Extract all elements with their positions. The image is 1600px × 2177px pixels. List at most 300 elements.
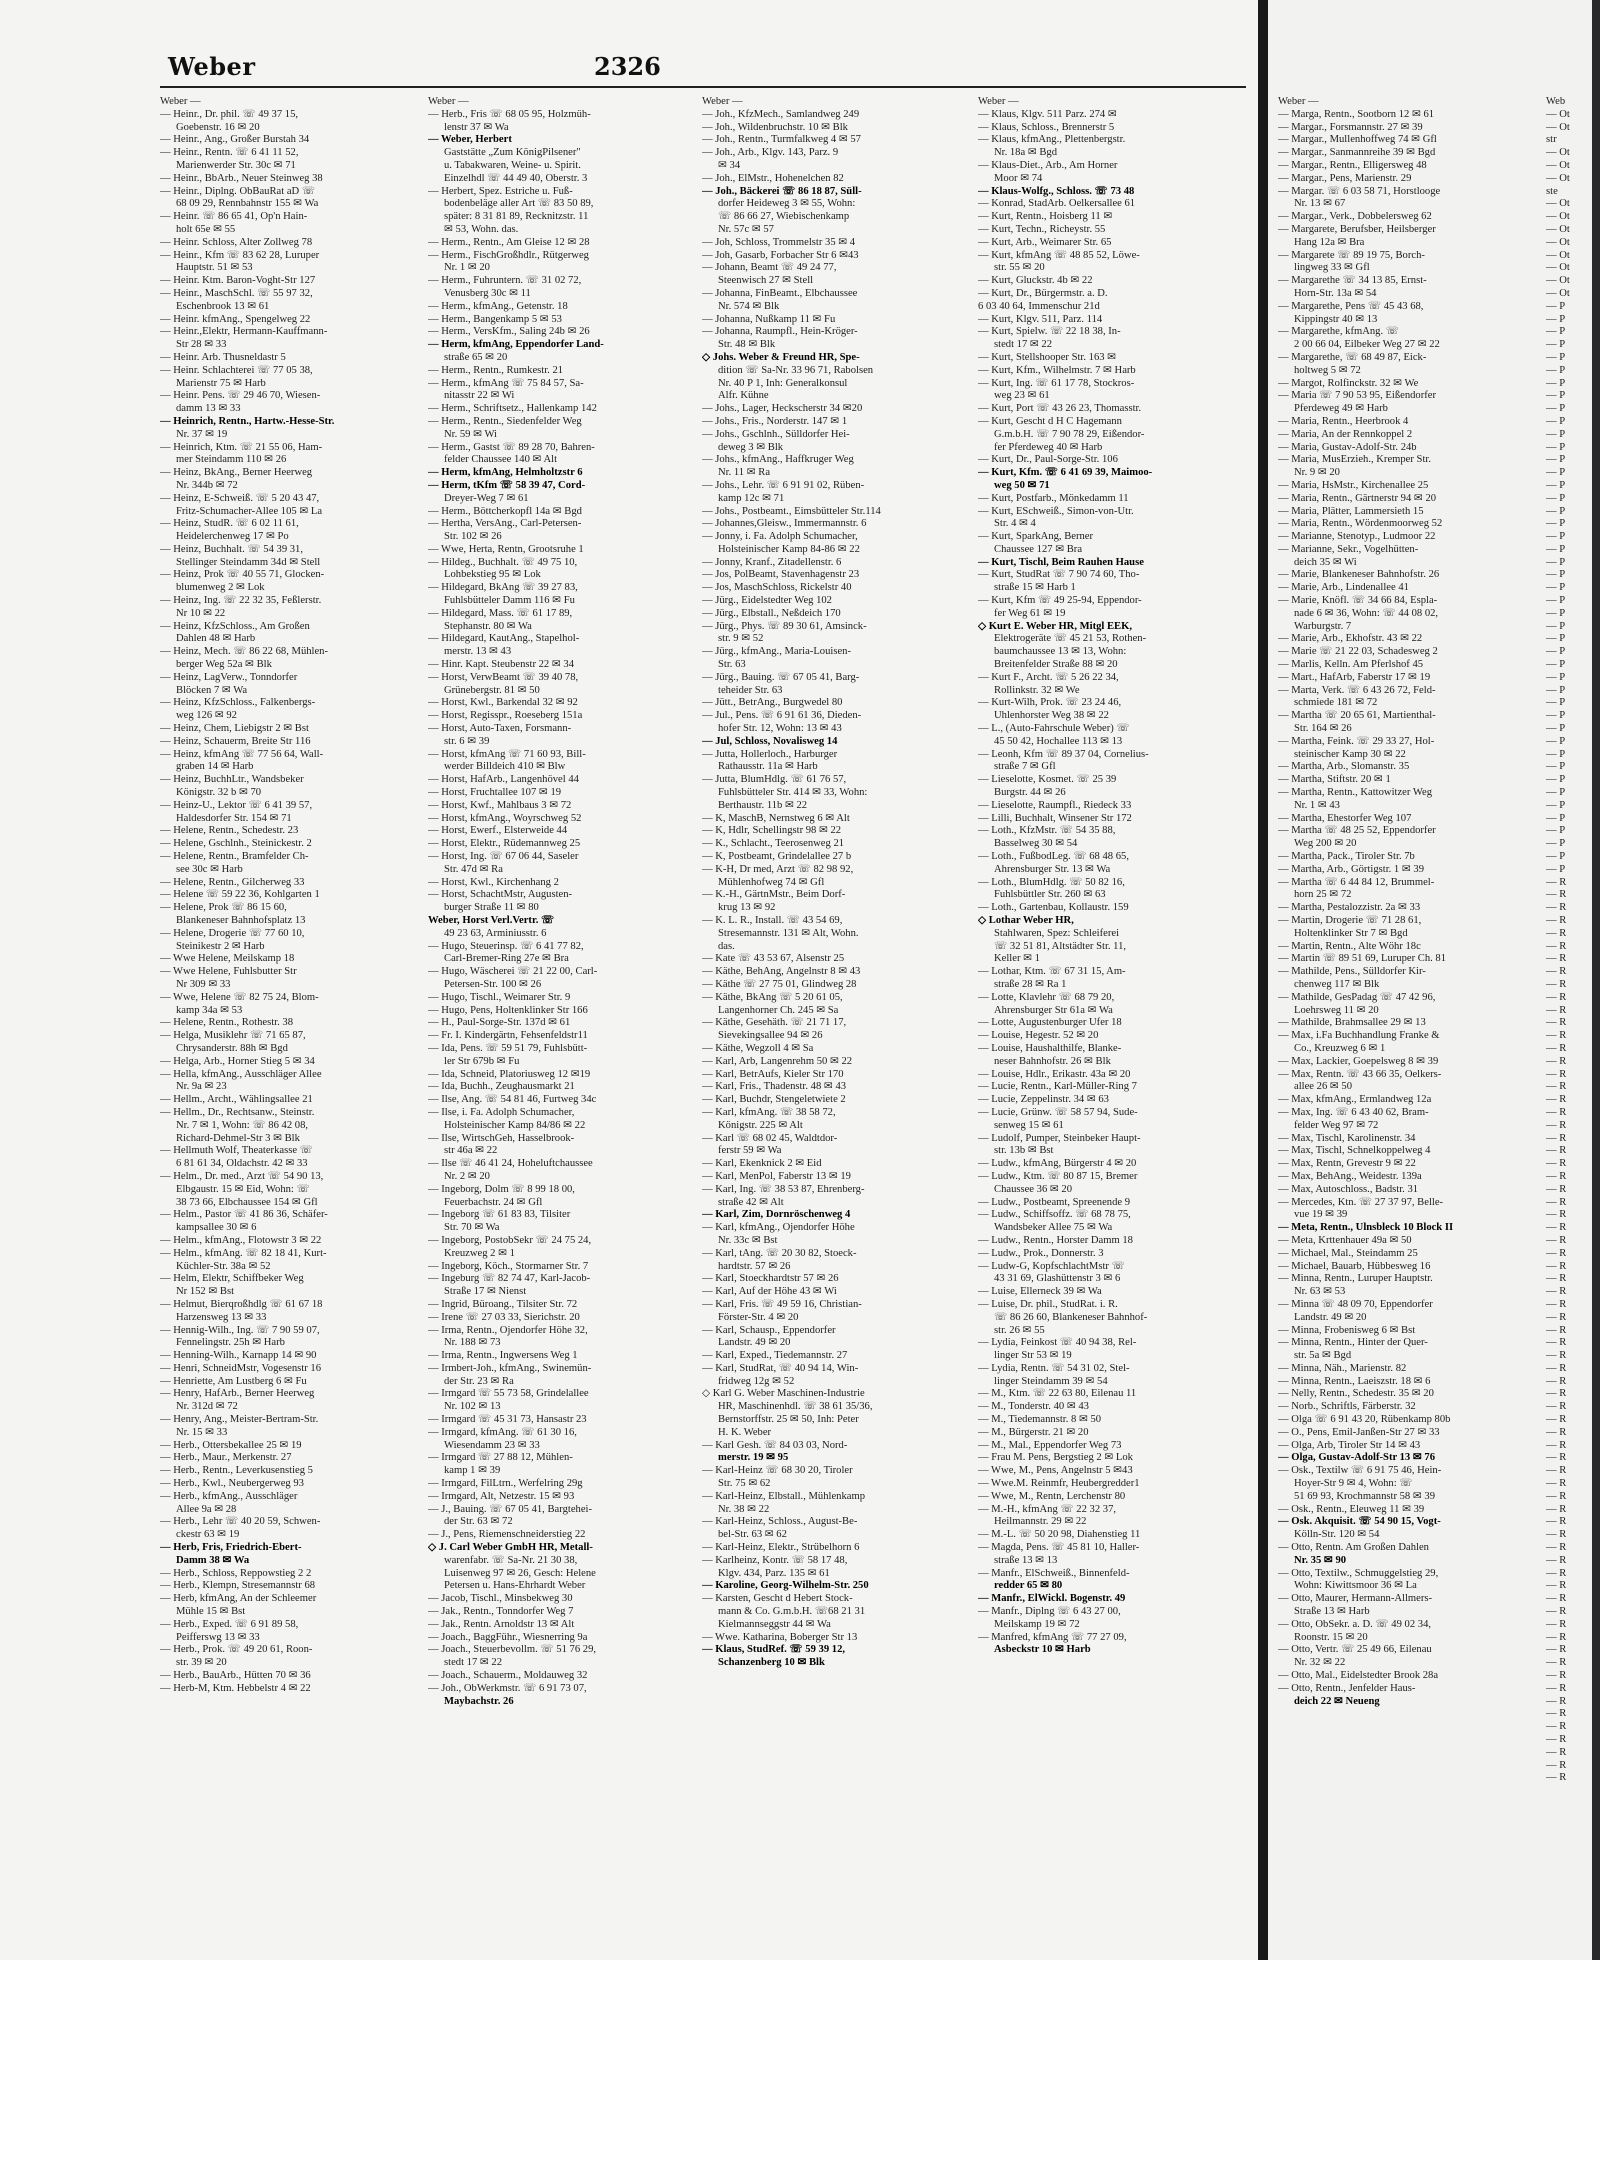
directory-entry-line: — Lucie, Grünw. ☏ 58 57 94, Sude- [978,1106,1138,1118]
directory-entry-line: — Marlis, Kelln. Am Pferlshof 45 [1278,659,1424,671]
directory-entry-line: straße 28 ✉ Ra 1 [994,978,1067,990]
directory-entry-line: Breitenfelder Straße 88 ✉ 20 [994,659,1118,671]
directory-entry-line: — Mathilde, GesPadag ☏ 47 42 96, [1278,991,1436,1003]
directory-entry-line: — Martha, Pack., Tiroler Str. 7b [1278,851,1415,863]
directory-entry-line: nitasstr 22 ✉ Wi [444,390,515,402]
directory-entry-line: — Lydia, Rentn. ☏ 54 31 02, Stel- [978,1362,1130,1374]
directory-entry-line: — Hildegard, BkAng ☏ 39 27 83, [428,582,578,594]
directory-entry-line: — Osk., Rentn., Eleuweg 11 ✉ 39 [1278,1503,1425,1515]
directory-entry-line: — Henry, HafArb., Berner Heerweg [160,1388,315,1400]
directory-entry-line: — Käthe, Gesehäth. ☏ 21 71 17, [702,1017,847,1029]
directory-entry-line: felder Weg 97 ✉ 72 [1294,1119,1379,1131]
directory-entry-line: Rathausstr. 11a ✉ Harb [718,761,818,773]
directory-entry-line: Dreyer-Weg 7 ✉ 61 [444,492,529,504]
directory-entry-line: — Karl, Zim, Dornröschenweg 4 [702,1209,851,1221]
directory-entry-line: Web [1546,96,1566,107]
directory-entry-line: — R [1546,1324,1567,1336]
directory-entry-line: — Herb., Ottersbekallee 25 ✉ 19 [160,1439,302,1451]
directory-entry-line: — Herb., Maur., Merkenstr. 27 [160,1452,292,1464]
directory-entry-line: — P [1546,531,1566,543]
directory-entry-line: — R [1546,1094,1567,1106]
directory-entry-line: — Mathilde, Pens., Sülldorfer Kir- [1278,966,1426,978]
directory-entry-line: — Henri, SchneidMstr, Vogesenstr 16 [160,1362,322,1374]
directory-entry-line: — Herm., Rentn., Rumkestr. 21 [428,364,564,376]
directory-entry-line: deweg 3 ✉ Blk [718,441,784,453]
directory-entry-line: — P [1546,467,1566,479]
directory-entry-line: weg 126 ✉ 92 [176,710,237,722]
directory-entry-line: — Otto, Rentn., Jenfelder Haus- [1278,1682,1416,1694]
directory-entry-line: 6 03 40 64, Immenschur 21d [978,300,1100,312]
directory-entry-line: — Klaus, kfmAng., Plettenbergstr. [978,134,1126,146]
directory-column-4 [978,96,1246,1657]
directory-entry-line: — H., Paul-Sorge-Str. 137d ✉ 61 [428,1017,571,1029]
directory-entry-line: — Martha, Rentn., Kattowitzer Weg [1278,787,1432,799]
directory-entry-line: — Helm., Pastor ☏ 41 86 36, Schäfer- [160,1209,328,1221]
directory-column-5 [1278,96,1542,1708]
directory-entry-line: ler Str 679b ✉ Fu [444,1055,520,1067]
directory-entry-line: der Str. 63 ✉ 72 [444,1516,513,1528]
directory-entry-line: steinischer Kamp 30 ✉ 22 [1294,748,1406,760]
directory-entry-line: — Horst, Fruchtallee 107 ✉ 19 [428,787,562,799]
directory-entry-line: — Herb., Lehr ☏ 40 20 59, Schwen- [160,1516,321,1528]
directory-entry-line: bel-Str. 63 ✉ 62 [718,1529,787,1541]
directory-entry-line: Fuhlsbütteler Damm 116 ✉ Fu [444,595,575,607]
directory-entry-line: — P [1546,582,1566,594]
directory-entry-line: — Heinr., BbArb., Neuer Steinweg 38 [160,172,323,184]
directory-entry-line: str. 13b ✉ Bst [994,1145,1054,1157]
directory-entry-line: — Herb., Klempn, Stresemannstr 68 [160,1580,316,1592]
directory-entry-line: — P [1546,492,1566,504]
directory-entry-line: — Ot [1546,262,1570,274]
directory-entry-line: — Helm., kfmAng., Flotowstr 3 ✉ 22 [160,1234,322,1246]
directory-entry-line: — R [1546,953,1567,965]
directory-entry-line: — Margot, Rolfinckstr. 32 ✉ We [1278,377,1419,389]
directory-entry-line: — Karl, BetrAufs, Kieler Str 170 [702,1068,844,1080]
directory-entry-line: weg 50 ✉ 71 [994,479,1050,491]
directory-entry-line: — Martha, Feink. ☏ 29 33 27, Hol- [1278,735,1435,747]
directory-entry-line: Chrysanderstr. 88h ✉ Bgd [176,1042,288,1054]
directory-entry-line: — Minna, Frobenisweg 6 ✉ Bst [1278,1324,1416,1336]
directory-entry-line: Nr 152 ✉ Bst [176,1286,235,1298]
directory-entry-line: — Johanna, FinBeamt., Elbchaussee [702,287,858,299]
directory-entry-line: — Heinr., MaschSchl. ☏ 55 97 32, [160,287,313,299]
directory-entry-line: Uhlenhorster Weg 38 ✉ 22 [994,710,1109,722]
directory-entry-line: — P [1546,659,1566,671]
directory-entry-line: — Hugo, Pens, Holtenklinker Str 166 [428,1004,588,1016]
directory-entry-line: 51 69 93, Krochmannstr 58 ✉ 39 [1294,1490,1435,1502]
directory-entry-line: — P [1546,825,1566,837]
directory-entry-line: Heilmannstr. 29 ✉ 22 [994,1516,1087,1528]
directory-entry-line: — Meta, Rentn., Ulnsbleck 10 Block II [1278,1222,1454,1234]
directory-entry-line: — Ida, Pens. ☏ 59 51 79, Fuhlsbütt- [428,1042,588,1054]
directory-entry-line: str. 6 ✉ 39 [444,735,490,747]
directory-entry-line: Nr. 9a ✉ 23 [176,1081,227,1093]
directory-entry-line: — Heinr. ☏ 86 65 41, Op'n Hain- [160,211,308,223]
directory-entry-line: — Ida, Schneid, Platoriusweg 12 ✉19 [428,1068,591,1080]
directory-entry-line: Harzensweg 13 ✉ 33 [176,1311,267,1323]
directory-entry-line: Straße 17 ✉ Nienst [444,1286,527,1298]
directory-entry-line: — K.-H., GärtnMstr., Beim Dorf- [702,889,846,901]
directory-entry-line: — Ingeborg, Köch., Stormarner Str. 7 [428,1260,589,1272]
directory-entry-line: — Marie, Arb., Lindenallee 41 [1278,582,1409,594]
directory-entry-line: — Minna, Rentn., Luruper Hauptstr. [1278,1273,1433,1285]
directory-entry-line: — R [1546,1618,1567,1630]
directory-entry-line: mer Steindamm 110 ✉ 26 [176,454,287,466]
directory-entry-line: Nr. 40 P 1, Inh: Generalkonsul [718,377,848,389]
directory-entry-line: — R [1546,1503,1567,1515]
directory-entry-line: — Heinz, kfmAng ☏ 77 56 64, Wall- [160,748,324,760]
directory-entry-line: — Marie, Blankeneser Bahnhofstr. 26 [1278,569,1440,581]
directory-entry-line: — Herm, kfmAng, Eppendorfer Land- [428,339,604,351]
directory-entry-line: — Heinr. Pens. ☏ 29 46 70, Wiesen- [160,390,321,402]
directory-entry-line: — Lieselotte, Kosmet. ☏ 25 39 [978,774,1117,786]
directory-entry-line: Nr. 18a ✉ Bgd [994,147,1058,159]
directory-entry-line: stedt 17 ✉ 22 [444,1657,503,1669]
directory-entry-line: 49 23 63, Arminiusstr. 6 [444,927,547,939]
directory-entry-line: Einzelhdl ☏ 44 49 40, Oberstr. 3 [444,172,588,184]
directory-entry-line: — Heinr. Schloss, Alter Zollweg 78 [160,236,313,248]
directory-entry-line: kamp 12c ✉ 71 [718,492,785,504]
directory-entry-line: blumenweg 2 ✉ Lok [176,582,265,594]
directory-entry-line: — R [1546,1554,1567,1566]
directory-entry-line: ◇ Kurt E. Weber HR, Mitgl EEK, [978,620,1133,632]
directory-entry-line: — Hugo, Steuerinsp. ☏ 6 41 77 82, [428,940,584,952]
directory-entry-line: Nr. 9 ✉ 20 [1294,467,1340,479]
directory-entry-line: — Irmgard, FilLtrn., Werfelring 29g [428,1478,583,1490]
directory-entry-line: Str. 47d ✉ Ra [444,863,503,875]
directory-entry-line: — Joach., Steuerbevollm. ☏ 51 76 29, [428,1644,597,1656]
directory-entry-line: — R [1546,991,1567,1003]
directory-entry-line: — R [1546,1286,1567,1298]
directory-entry-line: ◇ J. Carl Weber GmbH HR, Metall- [428,1542,593,1554]
directory-entry-line: — R [1546,1337,1567,1349]
directory-entry-line: — Irmbert-Joh., kfmAng., Swinemün- [428,1362,592,1374]
directory-entry-line: — Kurt, Rentn., Hoisberg 11 ✉ [978,211,1113,223]
directory-entry-line: — R [1546,1529,1567,1541]
directory-entry-line: — Herm., VersKfm., Saling 24b ✉ 26 [428,326,590,338]
directory-entry-line: Str. 75 ✉ 62 [718,1478,771,1490]
directory-entry-line: berger Weg 52a ✉ Blk [176,659,272,671]
directory-entry-line: — P [1546,479,1566,491]
directory-entry-line: Blöcken 7 ✉ Wa [176,684,248,696]
directory-entry-line: — Ilse, i. Fa. Adolph Schumacher, [428,1106,575,1118]
directory-entry-line: Nr. 1 ✉ 43 [1294,799,1340,811]
directory-entry-line: Berthaustr. 11b ✉ 22 [718,799,808,811]
directory-entry-line: — Heinrich, Ktm. ☏ 21 55 06, Ham- [160,441,323,453]
directory-entry-line: — P [1546,377,1566,389]
directory-entry-line: — Karl, MenPol, Faberstr 13 ✉ 19 [702,1170,851,1182]
directory-entry-line: — Heinr., Diplng. ObBauRat aD ☏ [160,185,316,197]
directory-entry-line: — Johs., Fris., Norderstr. 147 ✉ 1 [702,415,848,427]
directory-entry-line: — Horst, Elektr., Rüdemannweg 25 [428,838,581,850]
directory-entry-line: Fuhlsbüttler Str. 260 ✉ 63 [994,889,1106,901]
directory-entry-line: — P [1546,735,1566,747]
directory-entry-line: — Irmgard ☏ 55 73 58, Grindelallee [428,1388,589,1400]
directory-entry-line: ✉ 53, Wohn. das. [444,223,519,235]
directory-entry-line: — M., Tonderstr. 40 ✉ 43 [978,1401,1089,1413]
directory-entry-line: — Luise, Dr. phil., StudRat. i. R. [978,1298,1118,1310]
directory-entry-line: Hang 12a ✉ Bra [1294,236,1365,248]
directory-entry-line: kampsallee 30 ✉ 6 [176,1222,257,1234]
directory-entry-line: — R [1546,1631,1567,1643]
directory-entry-line: Elektrogeräte ☏ 45 21 53, Rothen- [994,633,1147,645]
directory-entry-line: Basselweg 30 ✉ 54 [994,838,1078,850]
directory-entry-line: — R [1546,1068,1567,1080]
directory-entry-line: kamp 1 ✉ 39 [444,1465,501,1477]
directory-entry-line: — P [1546,505,1566,517]
directory-entry-line: — Ot [1546,172,1570,184]
directory-entry-line: — Marta, Verk. ☏ 6 43 26 72, Feld- [1278,684,1436,696]
directory-entry-line: — Hildeg., Buchhalt. ☏ 49 75 10, [428,556,578,568]
directory-entry-line: — Michael, Bauarb, Hübbesweg 16 [1278,1260,1431,1272]
directory-entry-line: baumchaussee 13 ✉ 13, Wohn: [994,646,1127,658]
directory-entry-line: — P [1546,812,1566,824]
page-edge [1592,0,1600,1960]
directory-entry-line: — Karl, tAng. ☏ 20 30 82, Stoeck- [702,1247,857,1259]
directory-entry-line: — Henriette, Am Lustberg 6 ✉ Fu [160,1375,307,1387]
directory-entry-line: Kölln-Str. 120 ✉ 54 [1294,1529,1380,1541]
directory-entry-line: Str. 164 ✉ 26 [1294,723,1352,735]
directory-entry-line: — Heinz, StudR. ☏ 6 02 11 61, [160,518,299,530]
directory-entry-line: — Jutta, Hollerloch., Harburger [702,748,838,760]
directory-entry-line: Hoyer-Str 9 ✉ 4, Wohn: ☏ [1294,1478,1413,1490]
directory-entry-line: — Otto, ObSekr. a. D. ☏ 49 02 34, [1278,1618,1432,1630]
directory-entry-line: — P [1546,595,1566,607]
directory-entry-line: Landstr. 49 ✉ 20 [1294,1311,1367,1323]
directory-entry-line: Nr. 35 ✉ 90 [1294,1554,1347,1566]
directory-entry-line: — Hellm., Archt., Wählingsallee 21 [160,1094,313,1106]
directory-entry-line: — Johannes,Gleisw., Immermannstr. 6 [702,518,867,530]
directory-entry-line: str. 5a ✉ Bgd [1294,1350,1352,1362]
directory-entry-line: Nr. 33c ✉ Bst [718,1234,778,1246]
directory-entry-line: — Heinz, KfzSchloss., Falkenbergs- [160,697,316,709]
directory-entry-line: vue 19 ✉ 39 [1294,1209,1348,1221]
directory-entry-line: — Herb., BauArb., Hütten 70 ✉ 36 [160,1670,311,1682]
directory-entry-line: Förster-Str. 4 ✉ 20 [718,1311,799,1323]
directory-entry-line: — Jak., Rentn. Arnoldstr 13 ✉ Alt [428,1618,575,1630]
directory-entry-line: — Jürg., Eidelstedter Weg 102 [702,595,832,607]
directory-entry-line: — Helga, Arb., Horner Stieg 5 ✉ 34 [160,1055,315,1067]
directory-entry-line: Stellinger Steindamm 34d ✉ Stell [176,556,321,568]
directory-entry-line: — R [1546,1452,1567,1464]
directory-entry-line: Keller ✉ 1 [994,953,1040,965]
directory-entry-line: Mühlenhofweg 74 ✉ Gfl [718,876,825,888]
directory-entry-line: — Karl, Stoeckhardtstr 57 ✉ 26 [702,1273,839,1285]
directory-entry-line: — J., Pens, Riemenschneiderstieg 22 [428,1529,586,1541]
directory-entry-line: — Heinr. kfmAng., Spengelweg 22 [160,313,311,325]
directory-entry-line: — Martha ☏ 20 65 61, Martienthal- [1278,710,1436,722]
directory-entry-line: — Jacob, Tischl., Minsbekweg 30 [428,1593,573,1605]
directory-entry-line: — Kurt, Gluckstr. 4b ✉ 22 [978,275,1093,287]
directory-entry-line: werder Billdeich 410 ✉ Blw [444,761,566,773]
directory-entry-line: — Kurt, Port ☏ 43 26 23, Thomasstr. [978,403,1142,415]
directory-entry-line: — M., Mal., Eppendorfer Weg 73 [978,1439,1122,1451]
directory-entry-line: — Max, i.Fa Buchhandlung Franke & [1278,1030,1440,1042]
directory-entry-line: — Helene, Drogerie ☏ 77 60 10, [160,927,305,939]
directory-entry-line: — Johs., Lager, Heckscherstr 34 ✉20 [702,403,863,415]
directory-entry-line: Nr. 15 ✉ 33 [176,1426,228,1438]
directory-entry-line: hardtstr. 57 ✉ 26 [718,1260,791,1272]
directory-entry-line: Klgv. 434, Parz. 135 ✉ 61 [718,1567,830,1579]
directory-entry-line: Haldesdorfer Str. 154 ✉ 71 [176,812,292,824]
directory-entry-line: Kippingstr 40 ✉ 13 [1294,313,1378,325]
directory-entry-line: Nr. 11 ✉ Ra [718,467,771,479]
directory-entry-line: lingweg 33 ✉ Gfl [1294,262,1370,274]
directory-entry-line: Dahlen 48 ✉ Harb [176,633,256,645]
directory-entry-line: — Osk. Akquisit. ☏ 54 90 15, Vogt- [1278,1516,1441,1528]
directory-entry-line: — Ot [1546,108,1570,120]
directory-entry-line: Königstr. 225 ✉ Alt [718,1119,803,1131]
directory-entry-line: 2 00 66 04, Eilbeker Weg 27 ✉ 22 [1294,339,1440,351]
directory-entry-line: — P [1546,838,1566,850]
directory-entry-line: — Heinr. Schlachterei ☏ 77 05 38, [160,364,313,376]
directory-entry-line: — P [1546,415,1566,427]
directory-entry-line: — Hella, kfmAng., Ausschläger Allee [160,1068,322,1080]
directory-entry-line: — Helm, Elektr, Schiffbeker Weg [160,1273,304,1285]
directory-entry-line: — Weber, Herbert [428,134,512,146]
directory-entry-line: — R [1546,927,1567,939]
directory-entry-line: — P [1546,774,1566,786]
directory-entry-line: — Ot [1546,198,1570,210]
directory-entry-line: — Johs., Postbeamt., Eimsbütteler Str.114 [702,505,881,517]
directory-entry-line: — Hertha, VersAng., Carl-Petersen- [428,518,582,530]
directory-entry-line: Ahrensburger Str 61a ✉ Wa [994,1004,1113,1016]
directory-entry-line: Nr. 312d ✉ 72 [176,1401,238,1413]
directory-entry-line: — P [1546,441,1566,453]
directory-entry-line: — Irene ☏ 27 03 33, Sierichstr. 20 [428,1311,580,1323]
directory-entry-line: — P [1546,556,1566,568]
directory-entry-line: — Kurt, Kfm ☏ 49 25-94, Eppendor- [978,595,1142,607]
directory-entry-line: fridweg 12g ✉ 52 [718,1375,795,1387]
directory-entry-line: — P [1546,633,1566,645]
directory-entry-line: — Karl ☏ 68 02 45, Waldtdor- [702,1132,838,1144]
directory-entry-line: — Minna, Näh., Marienstr. 82 [1278,1362,1407,1374]
directory-entry-line: — Herb., Fris ☏ 68 05 95, Holzmüh- [428,108,591,120]
directory-entry-line: — Ingeburg ☏ 82 74 47, Karl-Jacob- [428,1273,591,1285]
directory-entry-line: — R [1546,1490,1567,1502]
directory-entry-line: — Jürg., Bauing. ☏ 67 05 41, Barg- [702,671,860,683]
directory-entry-line: — Ot [1546,275,1570,287]
directory-entry-line: — P [1546,403,1566,415]
directory-entry-line: — Minna ☏ 48 09 70, Eppendorfer [1278,1298,1433,1310]
directory-entry-line: — R [1546,1106,1567,1118]
directory-entry-line: — Heinr.,Elektr, Hermann-Kauffmann- [160,326,328,338]
directory-entry-line: — Maria ☏ 7 90 53 95, Eißendorfer [1278,390,1436,402]
directory-entry-line: straße 7 ✉ Gfl [994,761,1056,773]
directory-entry-line: — Hildegard, KautAng., Stapelhol- [428,633,580,645]
directory-entry-line: — R [1546,1426,1567,1438]
directory-entry-line: — Karl, Exped., Tiedemannstr. 27 [702,1350,848,1362]
directory-entry-line: Landstr. 49 ✉ 20 [718,1337,791,1349]
directory-entry-line: — Joh., Wildenbruchstr. 10 ✉ Blk [702,121,848,133]
directory-entry-line: — Ingrid, Büroang., Tilsiter Str. 72 [428,1298,578,1310]
directory-entry-line: chenweg 117 ✉ Blk [1294,978,1380,990]
directory-entry-line: — Maria, Rentn., Wördenmoorweg 52 [1278,518,1443,530]
directory-entry-line: krug 13 ✉ 92 [718,902,776,914]
directory-entry-line: — Heinr. Ktm. Baron-Voght-Str 127 [160,275,316,287]
directory-entry-line: — Norb., Schriftls, Färberstr. 32 [1278,1401,1416,1413]
directory-entry-line: — Karl, kfmAng., Ojendorfer Höhe [702,1222,855,1234]
directory-entry-line: — Horst, Ing. ☏ 67 06 44, Saseler [428,851,579,863]
directory-entry-line: holt 65e ✉ 55 [176,223,236,235]
directory-entry-line: — Leonh, Kfm ☏ 89 37 04, Cornelius- [978,748,1149,760]
directory-entry-line: Loehrsweg 11 ✉ 20 [1294,1004,1379,1016]
directory-entry-line: Weber — [428,96,469,107]
directory-entry-line: — Kurt-Wilh, Prok. ☏ 23 24 46, [978,697,1122,709]
directory-entry-line: Nr 10 ✉ 22 [176,607,226,619]
directory-entry-line: Ahrensburger Str. 13 ✉ Wa [994,863,1111,875]
directory-entry-line: — J., Bauing. ☏ 67 05 41, Bargtehei- [428,1503,592,1515]
directory-entry-line: fer Pferdeweg 40 ✉ Harb [994,441,1103,453]
directory-entry-line: — R [1546,1682,1567,1694]
directory-entry-line: — Olga ☏ 6 91 43 20, Rübenkamp 80b [1278,1414,1451,1426]
directory-entry-line: G.m.b.H. ☏ 7 90 78 29, Eißendor- [994,428,1145,440]
directory-entry-line: — Johann, Beamt ☏ 49 24 77, [702,262,837,274]
directory-entry-line: linger Str 53 ✉ 19 [994,1350,1072,1362]
directory-entry-line: hofer Str. 12, Wohn: 13 ✉ 43 [718,723,842,735]
directory-entry-line: — Horst, Kwl., Kirchenhang 2 [428,876,559,888]
directory-entry-line: — R [1546,1542,1567,1554]
directory-entry-line: — P [1546,569,1566,581]
directory-entry-line: — Max, Rentn. ☏ 43 66 35, Oelkers- [1278,1068,1442,1080]
directory-entry-line: — Jütt., BetrAng., Burgwedel 80 [702,697,843,709]
directory-entry-line: — Henning-Wilh., Karnapp 14 ✉ 90 [160,1350,317,1362]
directory-entry-line: Chaussee 36 ✉ 20 [994,1183,1073,1195]
directory-entry-line: — Loth., KfzMstr. ☏ 54 35 88, [978,825,1116,837]
directory-entry-line: — Margarethe, ☏ 68 49 87, Eick- [1278,351,1427,363]
directory-entry-line: — Louise, Hdlr., Erikastr. 43a ✉ 20 [978,1068,1131,1080]
directory-entry-line: Nr. 102 ✉ 13 [444,1401,501,1413]
directory-entry-line: — Horst, kfmAng ☏ 71 60 93, Bill- [428,748,586,760]
directory-column-6 [1546,96,1592,1785]
directory-entry-line: ferstr 59 ✉ Wa [718,1145,782,1157]
directory-entry-line: — Hellmuth Wolf, Theaterkasse ☏ [160,1145,313,1157]
directory-entry-line: Bernstorffstr. 25 ✉ 50, Inh: Peter [718,1414,859,1426]
directory-entry-line: 6 81 61 34, Oldachstr. 42 ✉ 33 [176,1158,308,1170]
directory-entry-line: — Luise, Ellerneck 39 ✉ Wa [978,1286,1102,1298]
directory-entry-line: — Ludw., Rentn., Horster Damm 18 [978,1234,1133,1246]
directory-entry-line: — Heinz-U., Lektor ☏ 6 41 39 57, [160,799,313,811]
directory-entry-line: — M., Bürgerstr. 21 ✉ 20 [978,1426,1089,1438]
directory-entry-line: — Johs., kfmAng., Haffkruger Weg [702,454,854,466]
directory-entry-line: — K, Hdlr, Schellingstr 98 ✉ 22 [702,825,842,837]
directory-entry-line: — Nelly, Rentn., Schedestr. 35 ✉ 20 [1278,1388,1434,1400]
directory-entry-line: — R [1546,1478,1567,1490]
directory-entry-line: — Heinz, E-Schweiß. ☏ 5 20 43 47, [160,492,320,504]
directory-entry-line: — Ingeborg, PostobSekr ☏ 24 75 24, [428,1234,592,1246]
directory-entry-line: Str. 102 ✉ 26 [444,531,502,543]
directory-entry-line: Weber, Horst Verl.Vertr. ☏ [428,915,555,926]
directory-entry-line: straße 65 ✉ 20 [444,351,508,363]
directory-entry-line: mann & Co. G.m.b.H. ☏68 21 31 [718,1606,866,1618]
directory-entry-line: — Kurt, Gescht d H C Hagemann [978,415,1122,427]
directory-entry-line: — R [1546,1183,1567,1195]
directory-entry-line: — Karl-Heinz, Elektr., Strübelhorn 6 [702,1542,860,1554]
directory-entry-line: Damm 38 ✉ Wa [176,1554,250,1566]
directory-entry-line: — P [1546,390,1566,402]
directory-entry-line: — Heinz, Schauerm, Breite Str 116 [160,735,311,747]
directory-entry-line: — K, MaschB, Nernstweg 6 ✉ Alt [702,812,850,824]
directory-entry-line: — R [1546,966,1567,978]
directory-entry-line: — Loth., FußbodLeg. ☏ 68 48 65, [978,851,1129,863]
directory-entry-line: — Jonny, Kranf., Zitadellenstr. 6 [702,556,842,568]
directory-entry-line: — R [1546,1273,1567,1285]
directory-entry-line: — R [1546,1298,1567,1310]
directory-entry-line: 45 50 42, Hochallee 113 ✉ 13 [994,735,1123,747]
directory-entry-line: Nr. 57c ✉ 57 [718,223,774,235]
directory-entry-line: — Ludw., Postbeamt, Spreenende 9 [978,1196,1131,1208]
directory-column-1 [160,96,422,1696]
